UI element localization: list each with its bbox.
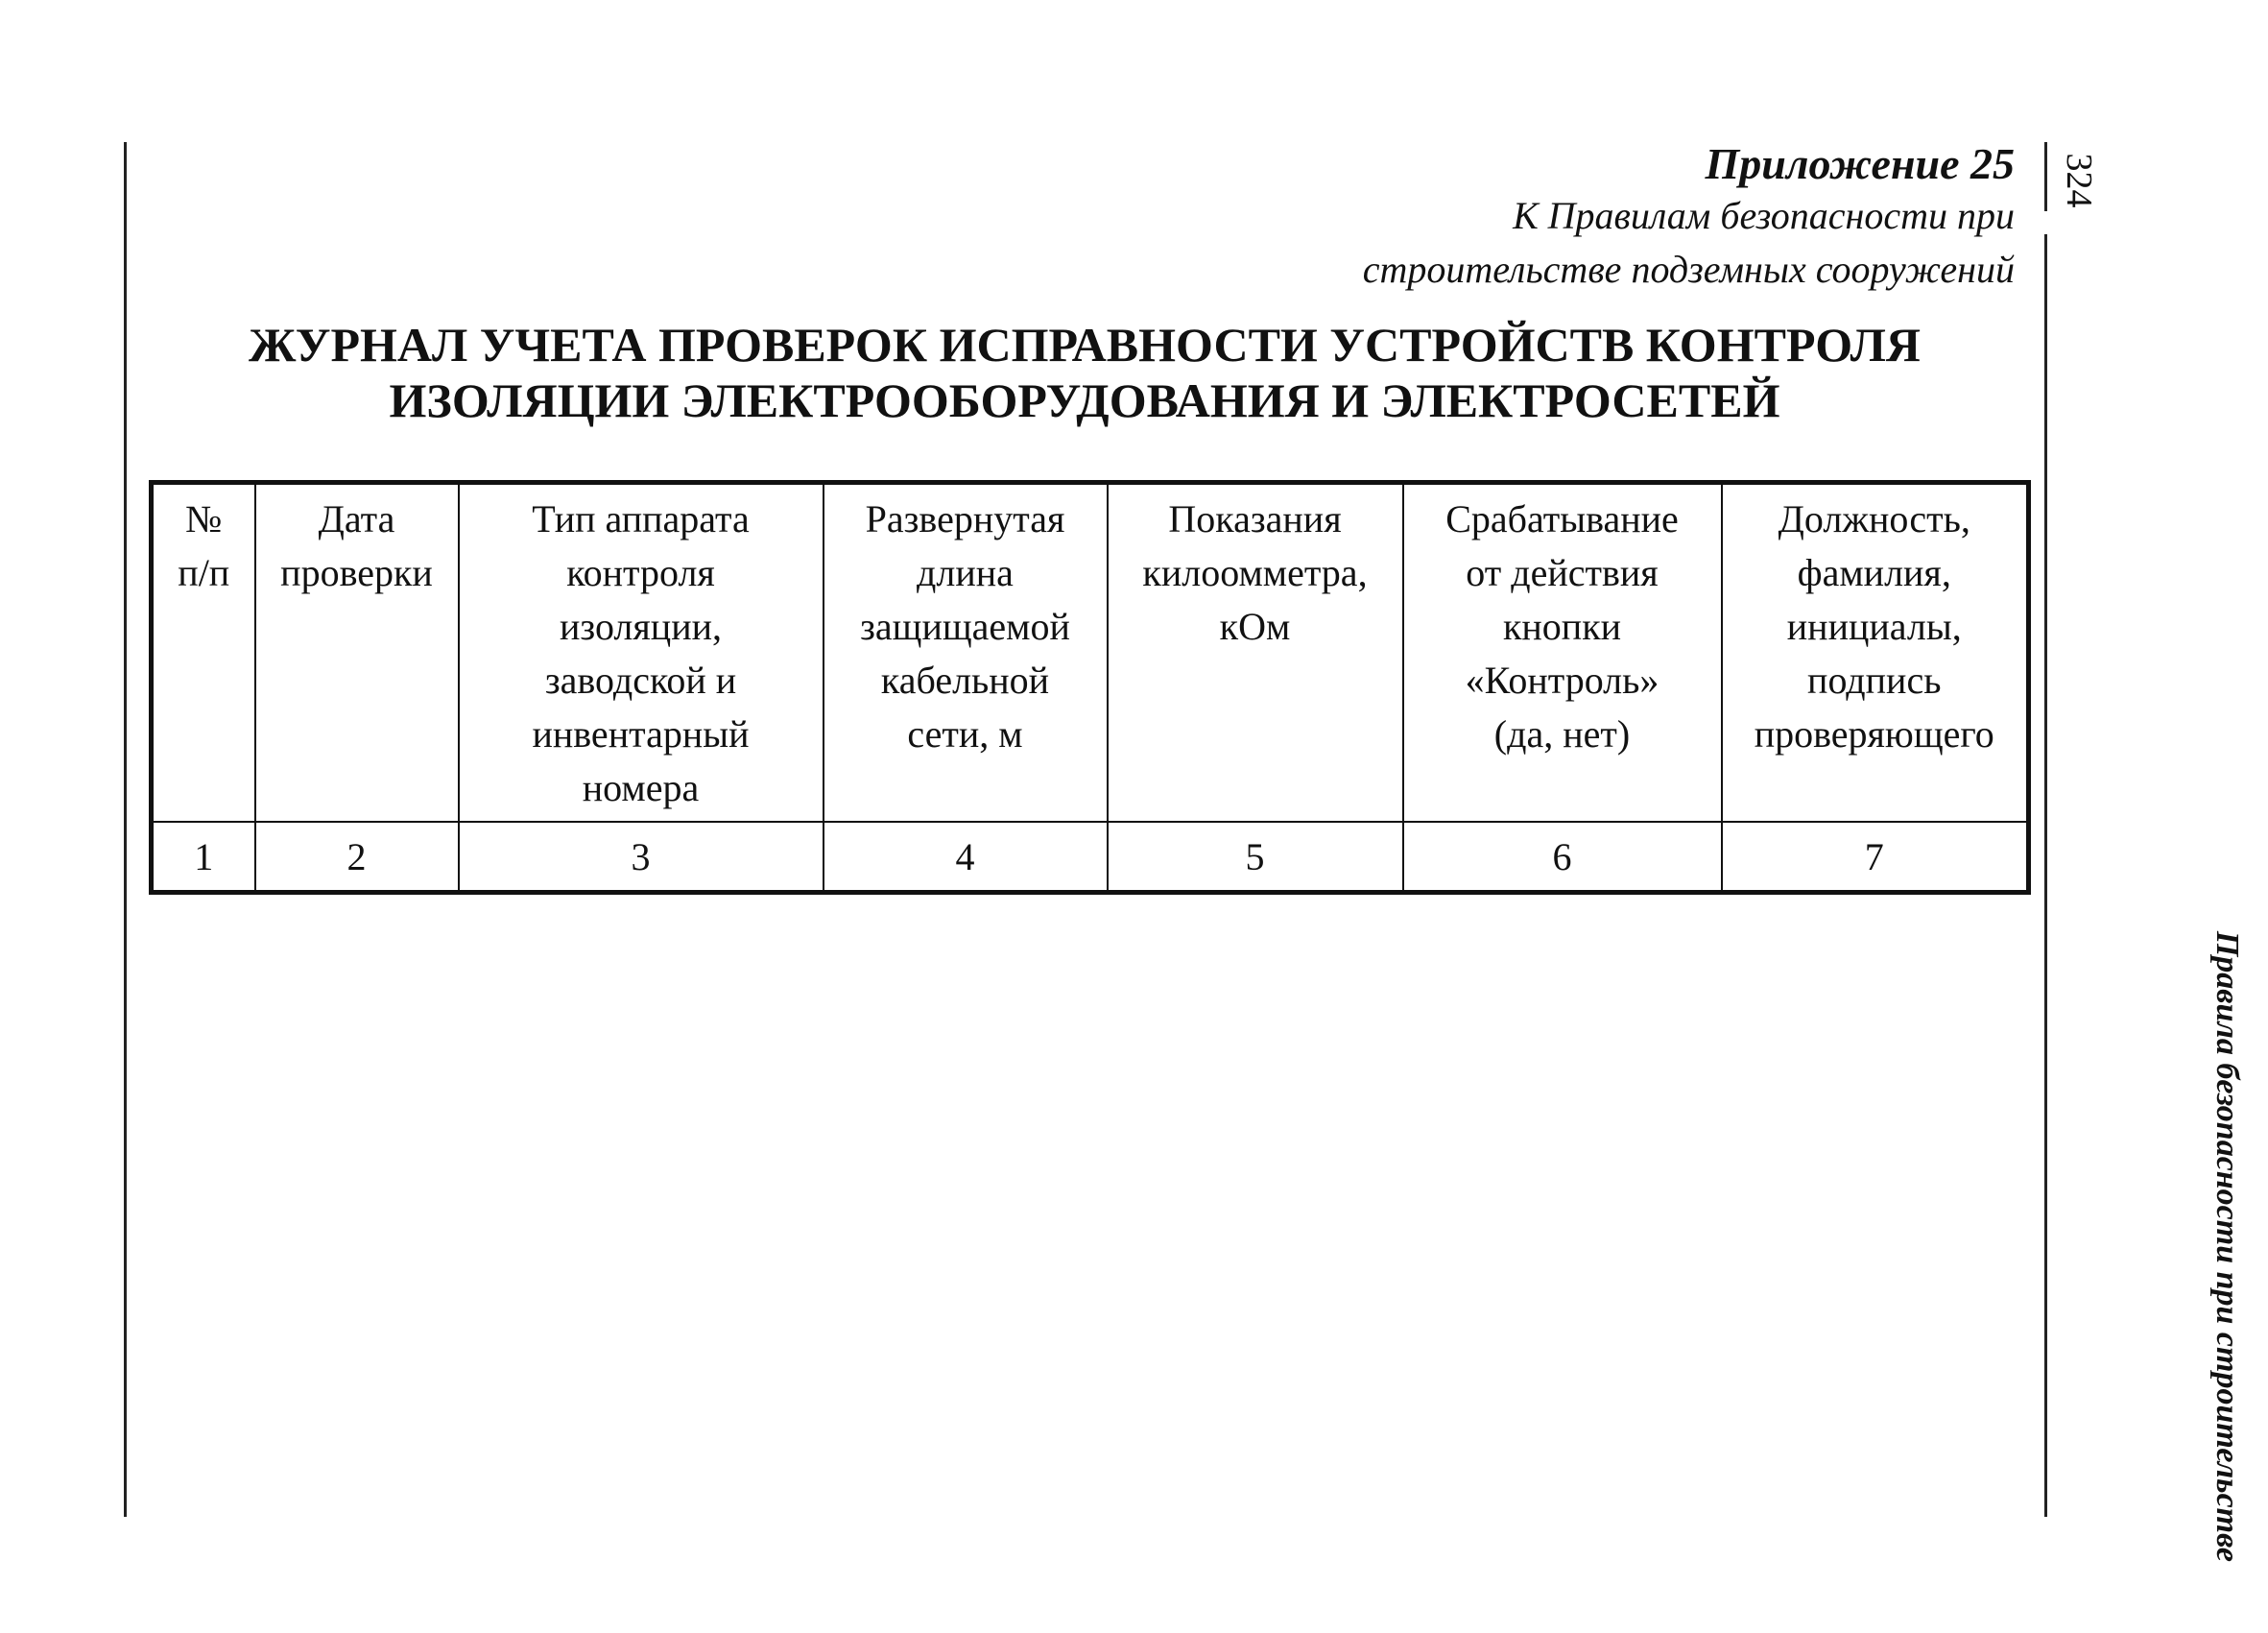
- column-number-4: 4: [824, 822, 1108, 893]
- header-device-type: Тип аппарата контроля изоляции, заводской и инвентарный номера: [459, 483, 824, 823]
- appendix-reference-line1: К Правилам безопасности при: [1513, 194, 2015, 237]
- column-number-6: 6: [1403, 822, 1722, 893]
- appendix-reference-line2: строительстве подземных сооружений: [1362, 248, 2015, 291]
- side-rule-bottom: [2044, 234, 2047, 1517]
- header-kiloohmmeter-reading: Показания килоомметра, кОм: [1108, 483, 1403, 823]
- header-control-button-trip: Срабатывание от действия кнопки «Контроль» (да, нет): [1403, 483, 1722, 823]
- header-row-number: № п/п: [152, 483, 255, 823]
- appendix-title: Приложение 25: [1705, 139, 2015, 188]
- document-title: [173, 317, 1996, 428]
- side-column: [2044, 142, 2245, 1562]
- column-number-5: 5: [1108, 822, 1403, 893]
- column-number-2: 2: [255, 822, 459, 893]
- log-table: [149, 480, 2031, 895]
- column-number-3: 3: [459, 822, 824, 893]
- header-check-date: Дата проверки: [255, 483, 459, 823]
- column-number-7: 7: [1722, 822, 2029, 893]
- document-title-line2: ИЗОЛЯЦИИ ЭЛЕКТРООБОРУДОВАНИЯ И ЭЛЕКТРОСЕТЕЙ: [389, 373, 1780, 427]
- column-number-1: 1: [152, 822, 255, 893]
- appendix-block: [1363, 139, 2015, 297]
- table-header-row: [152, 483, 2029, 823]
- document-title-line1: ЖУРНАЛ УЧЕТА ПРОВЕРОК ИСПРАВНОСТИ УСТРОЙСТВ КОНТРОЛЯ: [249, 318, 1921, 372]
- running-title: Правила безопасности при строительстве: [2209, 930, 2245, 1562]
- page-number: 324: [2059, 153, 2099, 208]
- header-cable-length: Развернутая длина защищаемой кабельной сети, м: [824, 483, 1108, 823]
- left-margin-rule: [124, 142, 127, 1517]
- header-inspector: Должность, фамилия, инициалы, подпись проверяющего: [1722, 483, 2029, 823]
- table-row: [152, 822, 2029, 893]
